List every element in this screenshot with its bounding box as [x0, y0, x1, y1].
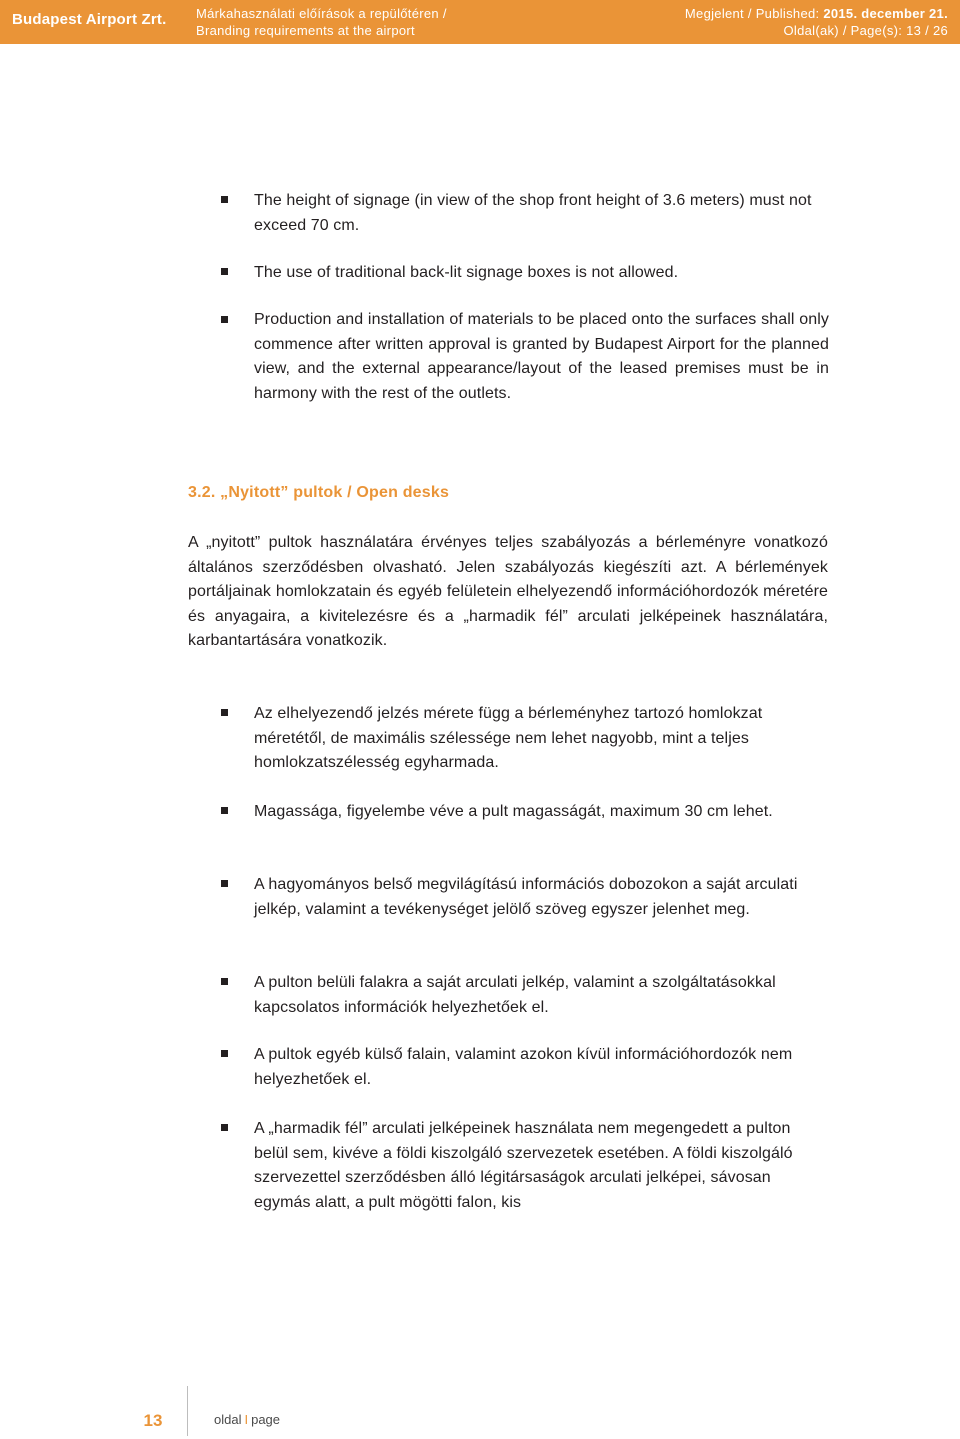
publication-meta: [685, 5, 948, 39]
published-date: 2015. december 21.: [823, 6, 948, 21]
company-name: Budapest Airport Zrt.: [12, 11, 167, 28]
section-intro-paragraph: A „nyitott” pultok használatára érvényes teljes szabályozás a bérleményre vonatkozó általános szerződésben olvasható. Jelen szabályozás kiegészíti azt. A bérlemények portáljainak homlokzatain és egyéb felületein elhelyezendő információhordozók méretére és anyagaira, a kivitelezésre és a „harmadik fél” arculati jelképeinek használatára, karbantartására vonatkozik.: [188, 534, 828, 649]
page-count-line: [685, 22, 948, 39]
bullet-square-icon: [221, 709, 228, 716]
bullet-square-icon: [221, 978, 228, 985]
list-item: The height of signage (in view of the shop front height of 3.6 meters) must not exceed 70 cm.: [254, 192, 812, 234]
document-subtitle: [196, 5, 447, 39]
footer-page-label: [214, 1412, 280, 1427]
subtitle-english: Branding requirements at the airport: [196, 23, 415, 38]
pages-label: Oldal(ak) / Page(s):: [783, 23, 903, 38]
bullet-square-icon: [221, 1050, 228, 1057]
list-item: Magassága, figyelembe véve a pult magasságát, maximum 30 cm lehet.: [254, 803, 773, 820]
bullet-square-icon: [221, 1124, 228, 1131]
page-header: [0, 0, 960, 44]
published-label: Megjelent / Published:: [684, 6, 820, 21]
footer-label-english: page: [251, 1412, 281, 1427]
page-current: 13: [906, 23, 922, 38]
page-total: 26: [932, 23, 948, 38]
list-item: Production and installation of materials to be placed onto the surfaces shall only commence after written approval is granted by Budapest Airport for the planned view, and the external appearance/layout of the leased premises must be in harmony with the rest of the outlets.: [254, 311, 829, 402]
list-item: A „harmadik fél” arculati jelképeinek használata nem megengedett a pulton belül sem, kivéve a földi kiszolgáló szervezetek esetében. A földi kiszolgáló szervezettel szerződésben álló légitársaságok arculati jelképei, sávosan egymás alatt, a pult mögötti falon, kis: [254, 1120, 793, 1211]
list-item: The use of traditional back-lit signage boxes is not allowed.: [254, 264, 679, 281]
subtitle-hungarian: Márkahasználati előírások a repülőtéren /: [196, 6, 447, 21]
list-item: A pulton belüli falakra a saját arculati jelkép, valamint a szolgáltatásokkal kapcsolatos információk helyezhetőek el.: [254, 974, 776, 1016]
page-separator: /: [925, 23, 930, 38]
published-line: [685, 5, 948, 22]
bullet-square-icon: [221, 807, 228, 814]
list-item: Az elhelyezendő jelzés mérete függ a bérleményhez tartozó homlokzat méretétől, de maximális szélessége nem lehet nagyobb, mint a teljes homlokzatszélesség egyharmada.: [254, 705, 763, 771]
bullet-square-icon: [221, 316, 228, 323]
footer-page-number: 13: [143, 1411, 163, 1430]
list-item: A pultok egyéb külső falain, valamint azokon kívül információhordozók nem helyezhetőek el.: [254, 1046, 793, 1088]
bullet-square-icon: [221, 196, 228, 203]
section-heading: 3.2. „Nyitott” pultok / Open desks: [188, 484, 450, 501]
footer-separator: I: [244, 1412, 249, 1427]
bullet-square-icon: [221, 880, 228, 887]
list-item: A hagyományos belső megvilágítású információs dobozokon a saját arculati jelkép, valamint a tevékenységet jelölő szöveg egyszer jelenhet meg.: [254, 876, 798, 918]
footer-label-hungarian: oldal: [214, 1412, 242, 1427]
bullet-square-icon: [221, 268, 228, 275]
footer-divider: [187, 1386, 188, 1436]
